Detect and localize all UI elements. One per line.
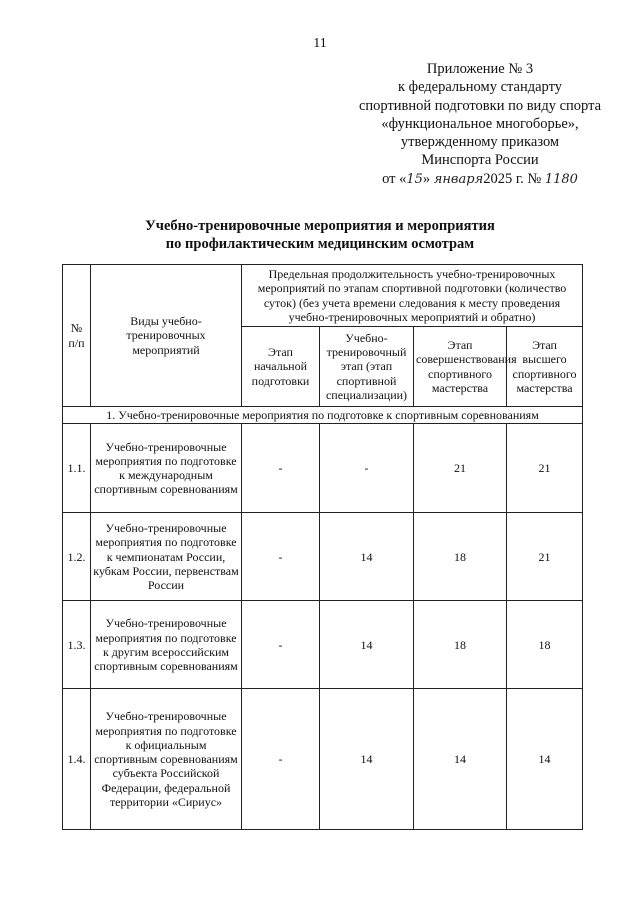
row-value-stage1: - bbox=[242, 689, 320, 830]
row-value-stage2: 14 bbox=[320, 601, 414, 689]
appendix-line: утвержденному приказом bbox=[400, 134, 560, 151]
header-num: № п/п bbox=[63, 265, 91, 407]
header-stage-highest: Этап высшего спортивного мастерства bbox=[507, 327, 583, 407]
row-value-stage1: - bbox=[242, 513, 320, 601]
order-day: 15 bbox=[406, 171, 423, 187]
order-date-line: от «15» января2025 г. № 1180 bbox=[382, 170, 578, 187]
header-stage-initial: Этап начальной подготовки bbox=[242, 327, 320, 407]
appendix-title: Приложение № 3 bbox=[426, 61, 534, 77]
row-event-name: Учебно-тренировочные мероприятия по подготовке к чемпионатам России, кубкам России, первенствам России bbox=[91, 513, 242, 601]
row-value-stage1: - bbox=[242, 601, 320, 689]
row-event-name: Учебно-тренировочные мероприятия по подготовке к другим всероссийским спортивным соревнованиям bbox=[91, 601, 242, 689]
row-value-stage4: 18 bbox=[507, 601, 583, 689]
order-year: 2025 г. № bbox=[483, 170, 542, 187]
document-title: Учебно-тренировочные мероприятия и мероприятия по профилактическим медицинским осмотрам bbox=[145, 218, 495, 252]
order-number: 1180 bbox=[544, 171, 578, 187]
row-num: 1.3. bbox=[63, 601, 91, 689]
header-event-type: Виды учебно-тренировочных мероприятий bbox=[91, 265, 242, 407]
row-value-stage3: 18 bbox=[414, 513, 507, 601]
row-num: 1.2. bbox=[63, 513, 91, 601]
row-value-stage2: 14 bbox=[320, 513, 414, 601]
row-event-name: Учебно-тренировочные мероприятия по подготовке к международным спортивным соревнованиям bbox=[91, 424, 242, 513]
row-value-stage2: 14 bbox=[320, 689, 414, 830]
header-stage-training: Учебно-тренировочный этап (этап спортивной специализации) bbox=[320, 327, 414, 407]
row-value-stage1: - bbox=[242, 424, 320, 513]
row-value-stage3: 14 bbox=[414, 689, 507, 830]
row-value-stage4: 14 bbox=[507, 689, 583, 830]
row-value-stage4: 21 bbox=[507, 424, 583, 513]
row-value-stage3: 18 bbox=[414, 601, 507, 689]
table-row bbox=[63, 513, 583, 601]
header-duration-group: Предельная продолжительность учебно-тренировочных мероприятий по этапам спортивной подготовки (количество суток) (без учета времени следования к месту проведения учебно-тренировочных мероприятий и обратно) bbox=[242, 265, 583, 327]
appendix-line: спортивной подготовки по виду спорта bbox=[358, 97, 602, 114]
row-event-name: Учебно-тренировочные мероприятия по подготовке к официальным спортивным соревнованиям субъекта Российской Федерации, федеральной территории «Сириус» bbox=[91, 689, 242, 830]
table-row bbox=[63, 601, 583, 689]
page-number: 11 bbox=[313, 36, 327, 51]
table-row bbox=[63, 424, 583, 513]
row-num: 1.1. bbox=[63, 424, 91, 513]
appendix-line: к федеральному стандарту bbox=[398, 79, 562, 96]
row-value-stage2: - bbox=[320, 424, 414, 513]
row-value-stage4: 21 bbox=[507, 513, 583, 601]
header-stage-improvement: Этап совершенствования спортивного мастерства bbox=[414, 327, 507, 407]
events-table bbox=[62, 264, 583, 830]
row-value-stage3: 21 bbox=[414, 424, 507, 513]
appendix-line: «функциональное многоборье», bbox=[381, 115, 579, 132]
appendix-block bbox=[330, 60, 630, 189]
table-row bbox=[63, 689, 583, 830]
appendix-line: Минспорта России bbox=[421, 152, 539, 169]
row-num: 1.4. bbox=[63, 689, 91, 830]
section-heading: 1. Учебно-тренировочные мероприятия по подготовке к спортивным соревнованиям bbox=[63, 407, 583, 424]
order-month: января bbox=[433, 171, 484, 187]
